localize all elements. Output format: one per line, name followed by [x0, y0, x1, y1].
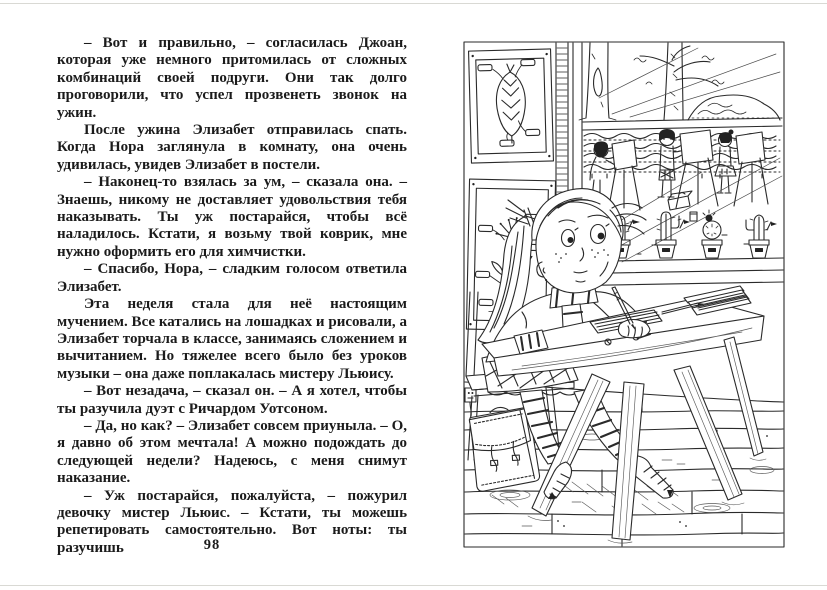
paragraph: – Уж постарайся, пожалуйста, – пожурил девочку мистер Льюис. – Кстати, ты можешь репетировать самостоятельно. Вот ноты: ты разучишь	[57, 487, 407, 556]
window-crossbar	[583, 118, 782, 130]
paragraph: После ужина Элизабет отправилась спать. Когда Нора заглянула в комнату, она очень удивилась, увидев Элизабет в постели.	[57, 122, 407, 173]
tree-right	[634, 43, 724, 120]
paint-box	[668, 191, 692, 210]
cactus-4	[746, 215, 777, 258]
paragraph: – Спасибо, Нора, – сладким голосом ответила Элизабет.	[57, 261, 407, 295]
scan-edge-top	[0, 3, 827, 4]
paragraph: – Наконец-то взялась за ум, – сказала она. – Знаешь, никому не доставляет удовольствия тебя наказывать. Ты уж постарайся, чтобы всё наладилось. Кстати, я возьму твой коврик, мне нужно оформить его для химчистки.	[57, 174, 407, 260]
paragraph: – Вот незадача, – сказал он. – А я хотел, чтобы ты разучила дуэт с Ричардом Уотсоном.	[57, 383, 407, 417]
bush-upper	[688, 95, 780, 120]
glass-glare-upper	[599, 48, 780, 117]
cactus-2	[656, 212, 690, 258]
ground-marks	[612, 212, 748, 254]
page-number: 98	[203, 537, 221, 553]
scan-edge-bottom	[0, 585, 827, 586]
kid-painter-3	[715, 130, 736, 194]
botanical-poster-top	[469, 49, 554, 163]
book-illustration	[462, 40, 786, 549]
easel-2	[668, 130, 718, 210]
tree-left	[579, 43, 616, 120]
pinecone-plant-diagram	[493, 64, 526, 144]
window-upper-pane	[579, 43, 780, 120]
paragraph: – Да, но как? – Элизабет совсем приуныла. – О, я давно об этом мечтала! А можно подождать до следующей недели? Надеюсь, с меня снимут наказание.	[57, 417, 407, 487]
easel-1	[608, 140, 640, 212]
paragraph: Эта неделя стала для неё настоящим мучением. Все катались на лошадках и рисовали, а Элизабет торчала в классе, занимаясь сложением и вычитанием. Но тяжелее всего было без уроков музыки – она даже поплакалась мистеру Льюису.	[57, 296, 407, 382]
left-page-text	[57, 35, 407, 557]
paragraph: – Вот и правильно, – согласилась Джоан, которая уже немного притомилась от сложных комбинаций своей подруги. Они так долго проговорили, что успел прозвенеть звонок на ужин.	[57, 35, 407, 121]
